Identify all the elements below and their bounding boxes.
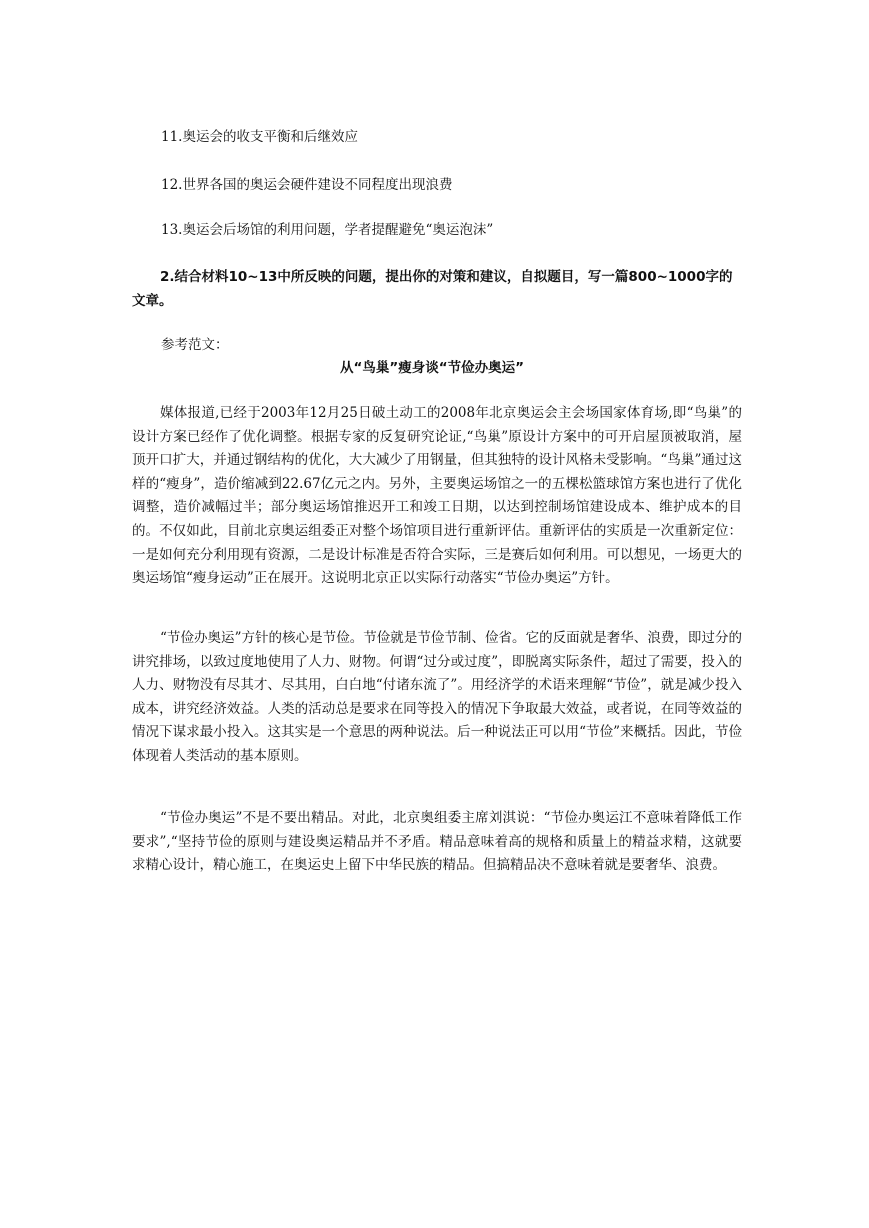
essay-paragraph: “节俭办奥运”方针的核心是节俭。节俭就是节俭节制、俭省。它的反面就是奢华、浪费，即过分的讲究排场，以致过度地使用了人力、财物。何谓“过分或过度”，即脱离实际条件，超过了需要，投入的人力、财物没有尽其才、尽其用，白白地“付诸东流了”。用经济学的术语来理解“节俭”，就是减少投入成本，讲究经济效益。人类的活动总是要求在同等投入的情况下争取最大效益，或者说，在同等效益的情况下谋求最小投入。这其实是一个意思的两种说法。后一种说法正可以用“节俭”来概括。因此，节俭体现着人类活动的基本原则。 [132, 630, 742, 764]
essay-paragraph: 媒体报道,已经于2003年12月25日破土动工的2008年北京奥运会主会场国家体育场,即“鸟巢”的设计方案已经作了优化调整。根据专家的反复研究论证,“鸟巢”原设计方案中的可开启屋顶被取消，屋顶开口扩大，并通过钢结构的优化，大大减少了用钢量，但其独特的设计风格未受影响。“鸟巢”通过这样的“瘦身”，造价缩减到22.67亿元之内。另外，主要奥运场馆之一的五棵松篮球馆方案也进行了优化调整，造价减幅过半；部分奥运场馆推迟开工和竣工日期，以达到控制场馆建设成本、维护成本的目的。不仅如此，目前北京奥运组委正对整个场馆项目进行重新评估。重新评估的实质是一次重新定位：一是如何充分利用现有资源，二是设计标准是否符合实际，三是赛后如何利用。可以想见，一场更大的奥运场馆“瘦身运动”正在展开。这说明北京正以实际行动落实“节俭办奥运”方针。 [132, 405, 742, 587]
material-item-11: 11.奥运会的收支平衡和后继效应 [161, 129, 358, 145]
essay-title: 从“鸟巢”瘦身谈“节俭办奥运” [340, 360, 524, 376]
essay-question: 2.结合材料10~13中所反映的问题，提出你的对策和建议，自拟题目，写一篇800~1000字的文章。 [132, 269, 733, 309]
reference-label: 参考范文： [161, 337, 229, 353]
material-item-13: 13.奥运会后场馆的利用问题，学者提醒避免“奥运泡沫” [161, 222, 494, 238]
essay-paragraph: “节俭办奥运”不是不要出精品。对此，北京奥组委主席刘淇说：“节俭办奥运江不意味着降低工作要求”,“坚持节俭的原则与建设奥运精品并不矛盾。精品意味着高的规格和质量上的精益求精，这就要求精心设计，精心施工，在奥运史上留下中华民族的精品。但搞精品决不意味着就是要奢华、浪费。 [132, 810, 742, 874]
material-item-12: 12.世界各国的奥运会硬件建设不同程度出现浪费 [161, 177, 453, 193]
